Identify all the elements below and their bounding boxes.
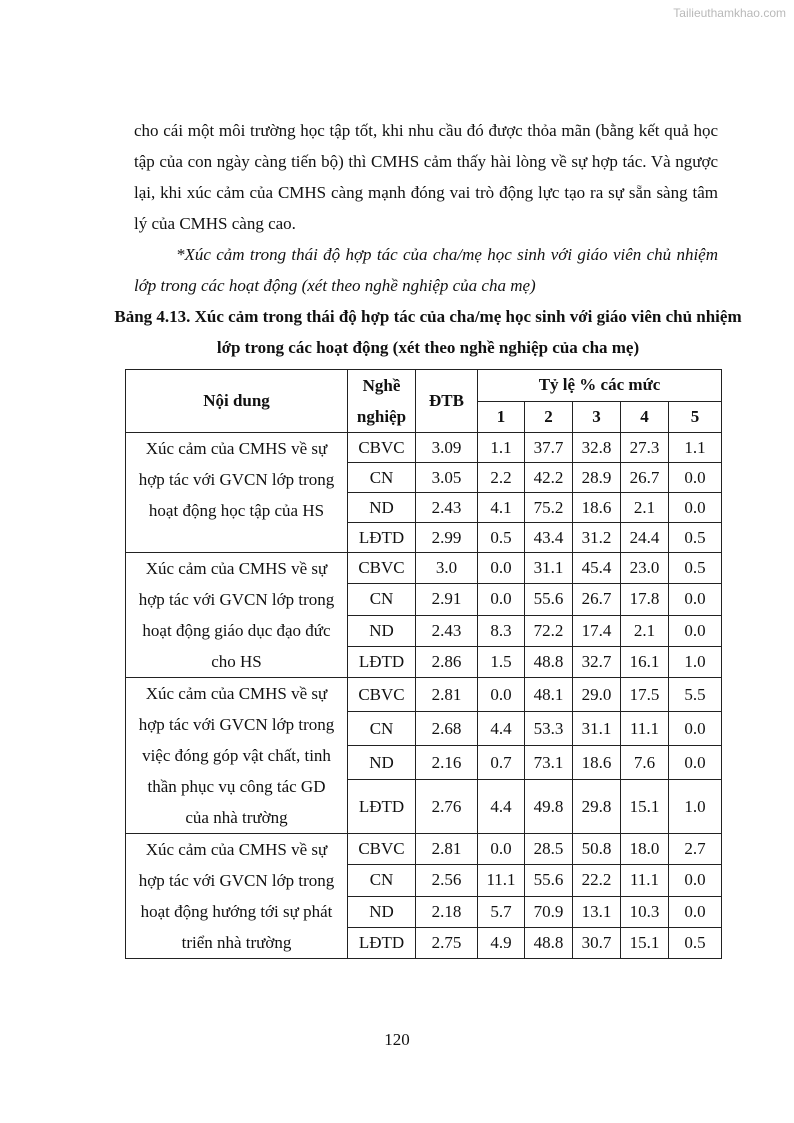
mean-cell: 2.56 (416, 865, 478, 896)
percent-cell: 50.8 (573, 834, 621, 865)
watermark: Tailieuthamkhao.com (673, 6, 786, 20)
percent-cell: 32.8 (573, 433, 621, 463)
mean-cell: 3.05 (416, 463, 478, 493)
percent-cell: 11.1 (478, 865, 525, 896)
mean-cell: 2.68 (416, 712, 478, 746)
mean-cell: 2.81 (416, 834, 478, 865)
table-row (126, 553, 722, 584)
percent-cell: 22.2 (573, 865, 621, 896)
page-number: 120 (384, 1030, 410, 1049)
mean-cell: 2.16 (416, 746, 478, 780)
percent-cell: 17.4 (573, 615, 621, 646)
percent-cell: 0.0 (669, 584, 722, 615)
occupation-cell: LĐTD (348, 646, 416, 677)
occupation-cell: ND (348, 493, 416, 523)
header-occupation: Nghề nghiệp (348, 370, 416, 433)
content-line: Xúc cảm của CMHS về sự (145, 684, 328, 703)
occupation-cell: CBVC (348, 678, 416, 712)
percent-cell: 29.8 (573, 780, 621, 834)
content-cell (126, 678, 348, 834)
percent-cell: 8.3 (478, 615, 525, 646)
percent-cell: 15.1 (621, 780, 669, 834)
percent-cell: 0.0 (669, 865, 722, 896)
content-line: thần phục vụ công tác GD (147, 777, 326, 796)
percent-cell: 48.1 (525, 678, 573, 712)
percent-cell: 4.4 (478, 712, 525, 746)
percent-cell: 18.6 (573, 493, 621, 523)
mean-cell: 3.09 (416, 433, 478, 463)
content-line: Xúc cảm của CMHS về sự (145, 439, 328, 458)
mean-cell: 2.76 (416, 780, 478, 834)
percent-cell: 0.5 (669, 553, 722, 584)
mean-cell: 2.18 (416, 896, 478, 927)
percent-cell: 0.0 (478, 584, 525, 615)
mean-cell: 3.0 (416, 553, 478, 584)
content-line: Xúc cảm của CMHS về sự (145, 840, 328, 859)
percent-cell: 28.5 (525, 834, 573, 865)
percent-cell: 70.9 (525, 896, 573, 927)
percent-cell: 37.7 (525, 433, 573, 463)
percent-cell: 11.1 (621, 865, 669, 896)
percent-cell: 1.1 (669, 433, 722, 463)
percent-cell: 0.0 (478, 678, 525, 712)
percent-cell: 0.0 (669, 615, 722, 646)
content-line: hoạt động hướng tới sự phát (140, 902, 333, 921)
percent-cell: 75.2 (525, 493, 573, 523)
percent-cell: 5.5 (669, 678, 722, 712)
percent-cell: 31.2 (573, 523, 621, 553)
percent-cell: 72.2 (525, 615, 573, 646)
percent-cell: 5.7 (478, 896, 525, 927)
percent-cell: 31.1 (525, 553, 573, 584)
header-level-3: 3 (573, 401, 621, 433)
table-row (126, 678, 722, 712)
mean-cell: 2.81 (416, 678, 478, 712)
percent-cell: 30.7 (573, 927, 621, 958)
percent-cell: 17.8 (621, 584, 669, 615)
percent-cell: 53.3 (525, 712, 573, 746)
content-cell (126, 834, 348, 959)
percent-cell: 73.1 (525, 746, 573, 780)
occupation-cell: LĐTD (348, 927, 416, 958)
occupation-cell: ND (348, 615, 416, 646)
table-caption: Bảng 4.13. Xúc cảm trong thái độ hợp tác của cha/mẹ học sinh với giáo viên chủ nhiệm lớp trong các hoạt động (xét theo nghề nghiệp của cha mẹ) (114, 307, 742, 357)
content-line: cho HS (211, 652, 262, 671)
occupation-cell: CN (348, 463, 416, 493)
percent-cell: 11.1 (621, 712, 669, 746)
body-paragraph: cho cái một môi trường học tập tốt, khi nhu cầu đó được thỏa mãn (bằng kết quả học tập của con ngày càng tiến bộ) thì CMHS cảm thấy hài lòng về sự hợp tác. Và ngược lại, khi xúc cảm của CMHS càng mạnh đóng vai trò động lực tạo ra sự sẵn sàng tâm lý của CMHS càng cao. (134, 121, 718, 233)
header-mean: ĐTB (416, 370, 478, 433)
percent-cell: 26.7 (621, 463, 669, 493)
percent-cell: 0.0 (669, 712, 722, 746)
percent-cell: 24.4 (621, 523, 669, 553)
section-heading-italic: *Xúc cảm trong thái độ hợp tác của cha/mẹ học sinh với giáo viên chủ nhiệm lớp trong các hoạt động (xét theo nghề nghiệp của cha mẹ) (134, 245, 718, 295)
content-line: của nhà trường (185, 808, 288, 827)
percent-cell: 0.0 (478, 553, 525, 584)
percent-cell: 2.1 (621, 493, 669, 523)
percent-cell: 0.5 (478, 523, 525, 553)
occupation-cell: CN (348, 865, 416, 896)
mean-cell: 2.99 (416, 523, 478, 553)
percent-cell: 43.4 (525, 523, 573, 553)
data-table (125, 369, 722, 959)
percent-cell: 0.0 (669, 463, 722, 493)
mean-cell: 2.91 (416, 584, 478, 615)
header-level-4: 4 (621, 401, 669, 433)
percent-cell: 27.3 (621, 433, 669, 463)
percent-cell: 0.0 (669, 746, 722, 780)
percent-cell: 45.4 (573, 553, 621, 584)
occupation-cell: ND (348, 746, 416, 780)
percent-cell: 4.1 (478, 493, 525, 523)
percent-cell: 17.5 (621, 678, 669, 712)
content-cell (126, 553, 348, 678)
occupation-cell: CBVC (348, 433, 416, 463)
percent-cell: 18.0 (621, 834, 669, 865)
percent-cell: 31.1 (573, 712, 621, 746)
content-line: triển nhà trường (181, 933, 292, 952)
percent-cell: 2.7 (669, 834, 722, 865)
percent-cell: 49.8 (525, 780, 573, 834)
percent-cell: 2.2 (478, 463, 525, 493)
percent-cell: 48.8 (525, 927, 573, 958)
percent-cell: 1.1 (478, 433, 525, 463)
percent-cell: 26.7 (573, 584, 621, 615)
percent-cell: 10.3 (621, 896, 669, 927)
occupation-cell: CN (348, 584, 416, 615)
percent-cell: 48.8 (525, 646, 573, 677)
percent-cell: 16.1 (621, 646, 669, 677)
header-level-1: 1 (478, 401, 525, 433)
percent-cell: 42.2 (525, 463, 573, 493)
content-line: hợp tác với GVCN lớp trong (138, 715, 335, 734)
percent-cell: 55.6 (525, 865, 573, 896)
occupation-cell: CBVC (348, 553, 416, 584)
occupation-cell: ND (348, 896, 416, 927)
percent-cell: 13.1 (573, 896, 621, 927)
percent-cell: 23.0 (621, 553, 669, 584)
header-level-5: 5 (669, 401, 722, 433)
percent-cell: 0.5 (669, 523, 722, 553)
header-level-2: 2 (525, 401, 573, 433)
percent-cell: 29.0 (573, 678, 621, 712)
percent-cell: 0.5 (669, 927, 722, 958)
percent-cell: 28.9 (573, 463, 621, 493)
percent-cell: 7.6 (621, 746, 669, 780)
percent-cell: 55.6 (525, 584, 573, 615)
percent-cell: 18.6 (573, 746, 621, 780)
occupation-cell: CBVC (348, 834, 416, 865)
content-line: hợp tác với GVCN lớp trong (138, 470, 335, 489)
content-line: hợp tác với GVCN lớp trong (138, 590, 335, 609)
percent-cell: 15.1 (621, 927, 669, 958)
content-line: hoạt động học tập của HS (148, 501, 325, 520)
percent-cell: 2.1 (621, 615, 669, 646)
percent-cell: 1.0 (669, 646, 722, 677)
percent-cell: 32.7 (573, 646, 621, 677)
occupation-cell: CN (348, 712, 416, 746)
occupation-cell: LĐTD (348, 523, 416, 553)
content-cell (126, 433, 348, 553)
content-line: Xúc cảm của CMHS về sự (145, 559, 328, 578)
table-row (126, 433, 722, 463)
percent-cell: 1.0 (669, 780, 722, 834)
percent-cell: 0.0 (669, 493, 722, 523)
mean-cell: 2.43 (416, 493, 478, 523)
content-line: hoạt động giáo dục đạo đức (142, 621, 331, 640)
percent-cell: 4.4 (478, 780, 525, 834)
mean-cell: 2.43 (416, 615, 478, 646)
occupation-cell: LĐTD (348, 780, 416, 834)
table-row (126, 834, 722, 865)
percent-cell: 4.9 (478, 927, 525, 958)
header-content: Nội dung (126, 370, 348, 433)
percent-cell: 0.0 (478, 834, 525, 865)
mean-cell: 2.86 (416, 646, 478, 677)
mean-cell: 2.75 (416, 927, 478, 958)
percent-cell: 0.0 (669, 896, 722, 927)
header-percent: Tỷ lệ % các mức (478, 370, 722, 402)
table-body (126, 433, 722, 959)
content-line: hợp tác với GVCN lớp trong (138, 871, 335, 890)
percent-cell: 0.7 (478, 746, 525, 780)
percent-cell: 1.5 (478, 646, 525, 677)
content-line: việc đóng góp vật chất, tinh (142, 746, 331, 765)
